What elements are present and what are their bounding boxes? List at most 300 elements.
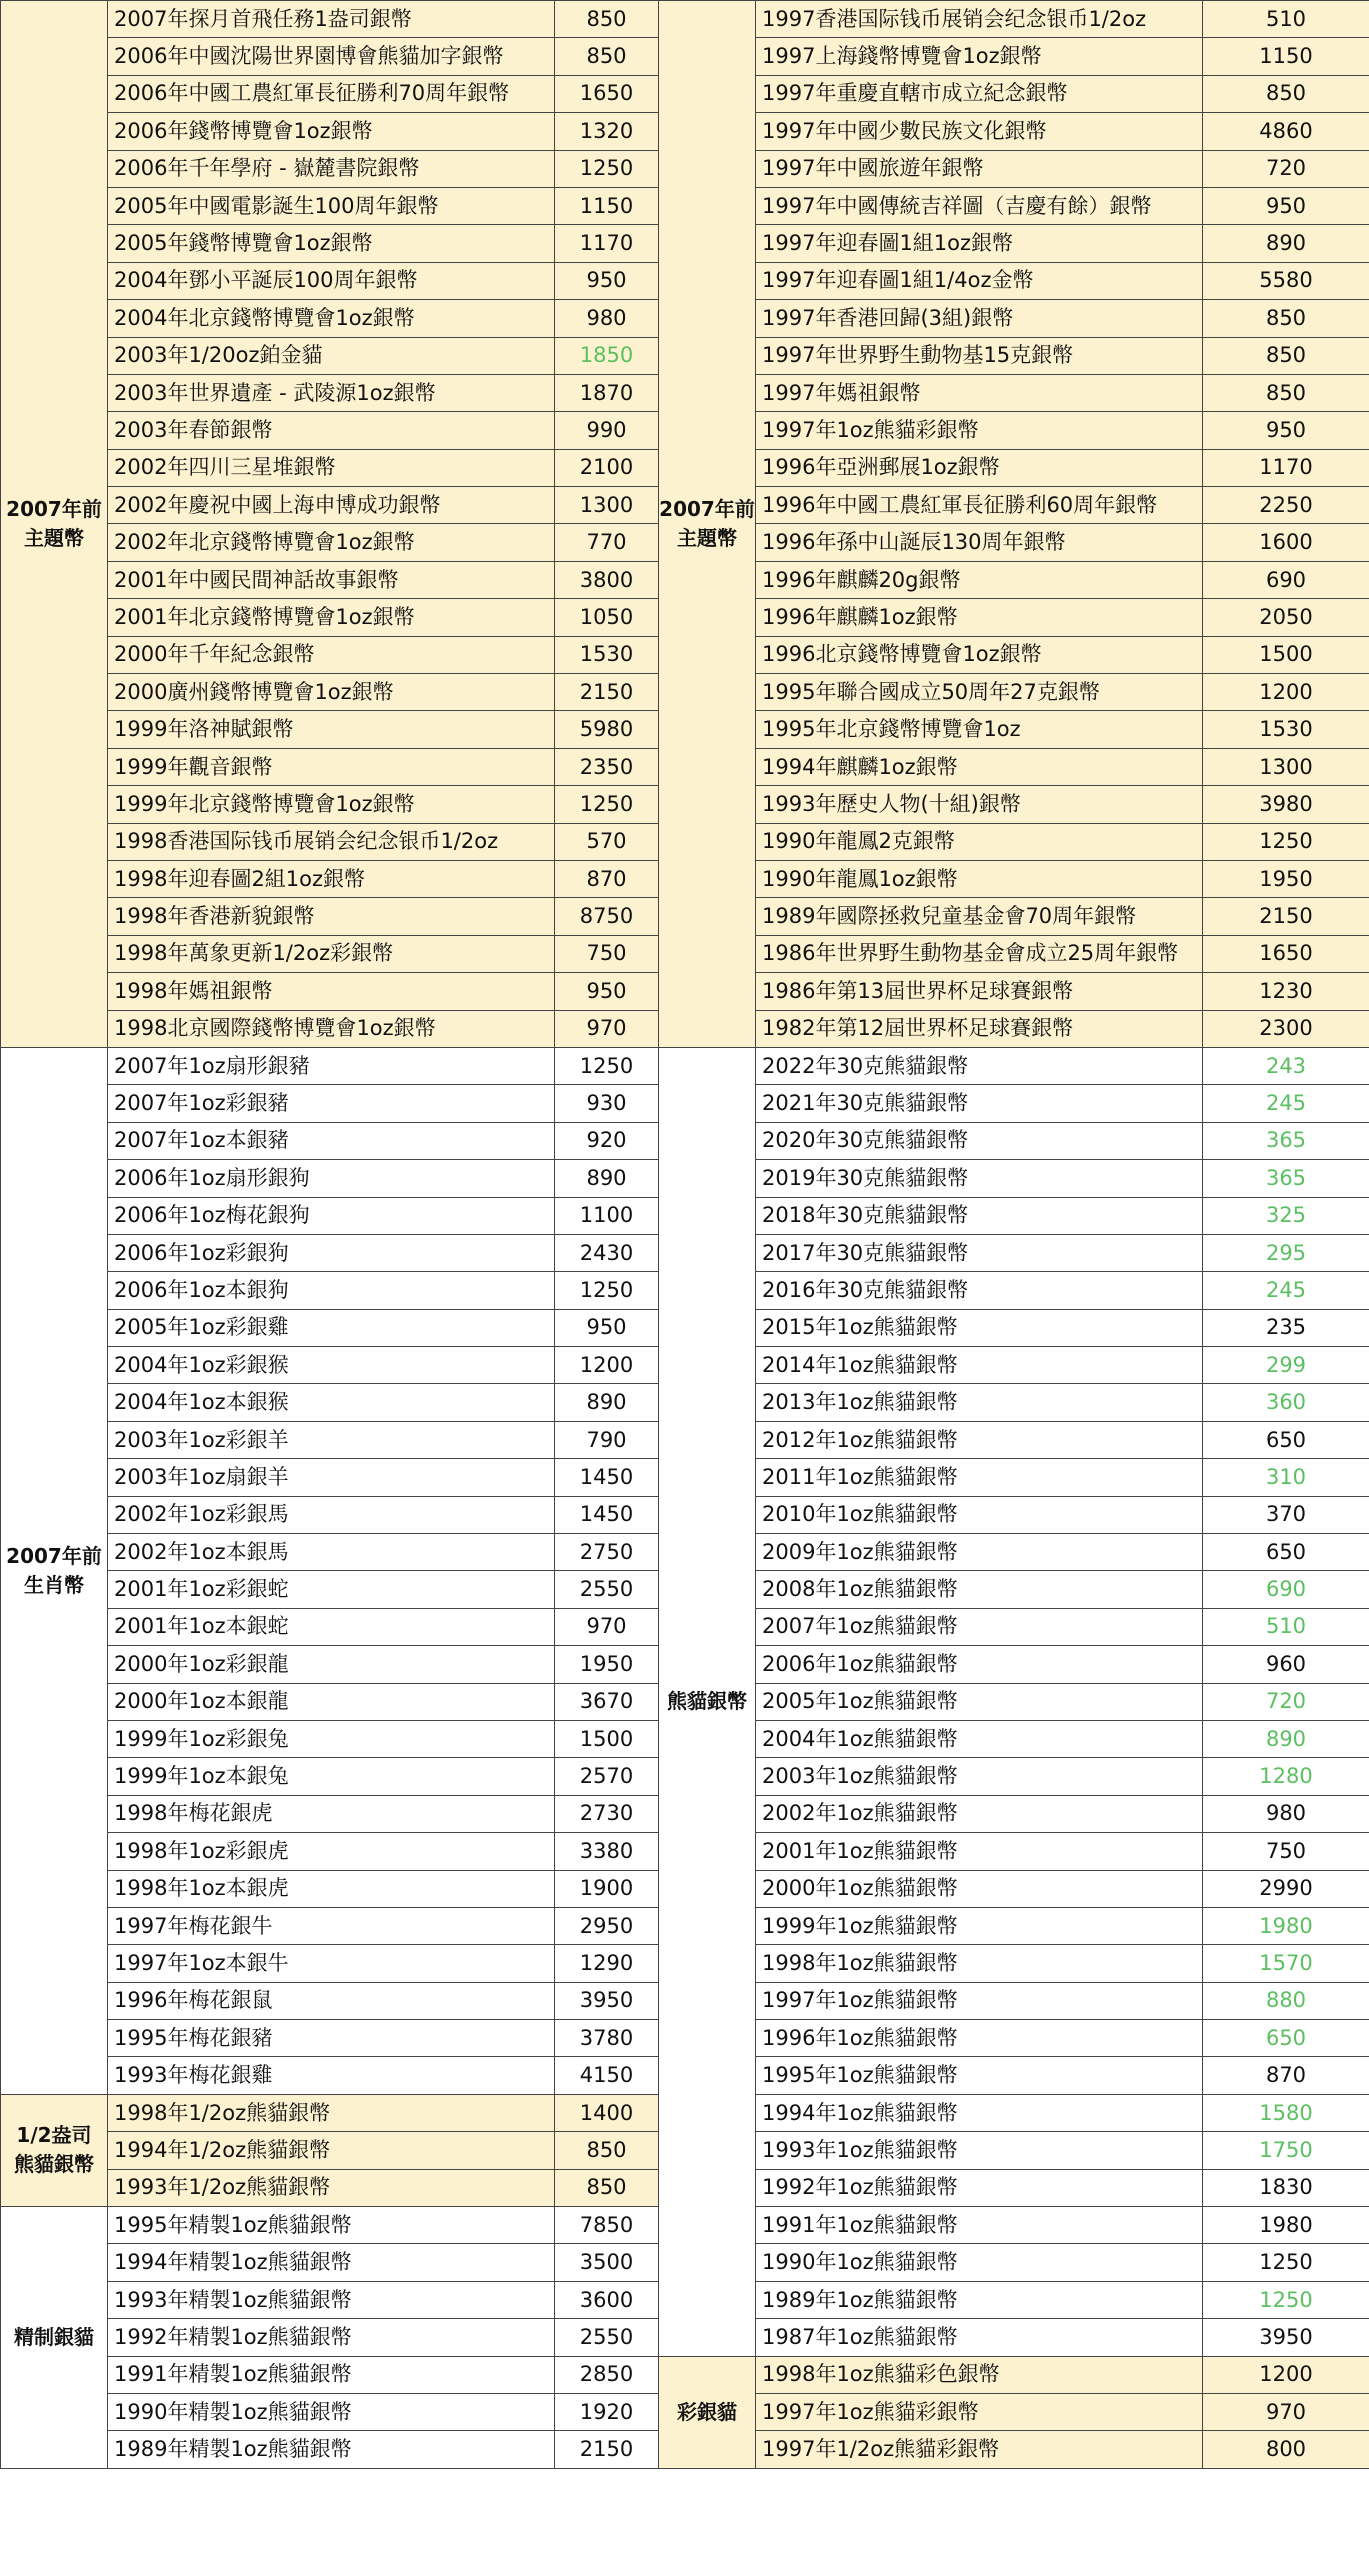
coin-price: 1200 xyxy=(555,1347,659,1384)
coin-name: 2003年1oz扇銀羊 xyxy=(108,1459,555,1496)
coin-name: 1982年第12屆世界杯足球賽銀幣 xyxy=(756,1010,1203,1047)
coin-price: 950 xyxy=(555,1309,659,1346)
coin-price: 3500 xyxy=(555,2244,659,2281)
coin-price: 2550 xyxy=(555,2319,659,2356)
coin-price: 1530 xyxy=(555,636,659,673)
coin-name: 2012年1oz熊貓銀幣 xyxy=(756,1421,1203,1458)
table-row xyxy=(1,2207,659,2244)
coin-name: 1996年麒麟20g銀幣 xyxy=(756,561,1203,598)
coin-price: 800 xyxy=(1203,2431,1369,2468)
coin-name: 2021年30克熊貓銀幣 xyxy=(756,1085,1203,1122)
coin-name: 1993年梅花銀雞 xyxy=(108,2057,555,2094)
table-row xyxy=(659,2394,1369,2431)
coin-price: 3950 xyxy=(1203,2319,1369,2356)
coin-price: 4150 xyxy=(555,2057,659,2094)
coin-name: 1999年1oz本銀兔 xyxy=(108,1758,555,1795)
coin-name: 1994年麒麟1oz銀幣 xyxy=(756,748,1203,785)
coin-price: 650 xyxy=(1203,1534,1369,1571)
coin-name: 1998年迎春圖2組1oz銀幣 xyxy=(108,860,555,897)
table-row xyxy=(659,674,1369,711)
table-row xyxy=(659,2169,1369,2206)
coin-price: 3950 xyxy=(555,1982,659,2019)
coin-name: 1997年1oz熊貓銀幣 xyxy=(756,1982,1203,2019)
coin-name: 2003年1/20oz鉑金貓 xyxy=(108,337,555,374)
table-row xyxy=(659,225,1369,262)
coin-name: 1994年精製1oz熊貓銀幣 xyxy=(108,2244,555,2281)
coin-name: 1997年中國傳統吉祥圖（吉慶有餘）銀幣 xyxy=(756,187,1203,224)
table-row xyxy=(659,2319,1369,2356)
coin-name: 2000年千年紀念銀幣 xyxy=(108,636,555,673)
coin-name: 1997上海錢幣博覽會1oz銀幣 xyxy=(756,38,1203,75)
coin-name: 2000年1oz本銀龍 xyxy=(108,1683,555,1720)
coin-name: 1997年1oz本銀牛 xyxy=(108,1945,555,1982)
coin-price: 3380 xyxy=(555,1833,659,1870)
table-row xyxy=(659,1982,1369,2019)
coin-name: 1991年1oz熊貓銀幣 xyxy=(756,2207,1203,2244)
coin-price: 980 xyxy=(1203,1795,1369,1832)
coin-price: 950 xyxy=(555,262,659,299)
table-row xyxy=(659,2020,1369,2057)
coin-name: 1995年北京錢幣博覽會1oz xyxy=(756,711,1203,748)
table-row xyxy=(659,973,1369,1010)
coin-price: 245 xyxy=(1203,1272,1369,1309)
table-row xyxy=(659,412,1369,449)
coin-name: 1989年精製1oz熊貓銀幣 xyxy=(108,2431,555,2468)
coin-name: 2015年1oz熊貓銀幣 xyxy=(756,1309,1203,1346)
coin-name: 2003年世界遺產 - 武陵源1oz銀幣 xyxy=(108,374,555,411)
category-label: 1/2盎司 熊貓銀幣 xyxy=(1,2094,108,2206)
coin-price: 1920 xyxy=(555,2394,659,2431)
coin-name: 1996年孫中山誕辰130周年銀幣 xyxy=(756,524,1203,561)
coin-name: 1998年1oz彩銀虎 xyxy=(108,1833,555,1870)
coin-price: 890 xyxy=(1203,1720,1369,1757)
table-row xyxy=(659,1160,1369,1197)
coin-name: 1999年北京錢幣博覽會1oz銀幣 xyxy=(108,786,555,823)
coin-name: 1997年1oz熊貓彩銀幣 xyxy=(756,2394,1203,2431)
coin-name: 2013年1oz熊貓銀幣 xyxy=(756,1384,1203,1421)
coin-price: 4860 xyxy=(1203,113,1369,150)
table-row xyxy=(659,1646,1369,1683)
coin-price: 570 xyxy=(555,823,659,860)
coin-price: 850 xyxy=(1203,374,1369,411)
category-label: 熊貓銀幣 xyxy=(659,1047,756,2356)
coin-price: 1200 xyxy=(1203,674,1369,711)
coin-price: 3670 xyxy=(555,1683,659,1720)
table-row xyxy=(659,337,1369,374)
coin-name: 1995年1oz熊貓銀幣 xyxy=(756,2057,1203,2094)
coin-price: 1250 xyxy=(1203,823,1369,860)
table-row xyxy=(659,449,1369,486)
coin-price: 1750 xyxy=(1203,2132,1369,2169)
coin-name: 2002年1oz熊貓銀幣 xyxy=(756,1795,1203,1832)
table-row xyxy=(659,1234,1369,1271)
coin-name: 1998年梅花銀虎 xyxy=(108,1795,555,1832)
table-row xyxy=(659,262,1369,299)
coin-name: 2004年1oz熊貓銀幣 xyxy=(756,1720,1203,1757)
coin-name: 1990年龍鳳1oz銀幣 xyxy=(756,860,1203,897)
coin-price: 1300 xyxy=(1203,748,1369,785)
coin-price: 850 xyxy=(1203,75,1369,112)
table-row xyxy=(659,1608,1369,1645)
coin-name: 1993年精製1oz熊貓銀幣 xyxy=(108,2281,555,2318)
coin-price: 325 xyxy=(1203,1197,1369,1234)
coin-name: 2001年中國民間神話故事銀幣 xyxy=(108,561,555,598)
coin-price: 360 xyxy=(1203,1384,1369,1421)
coin-name: 2002年1oz彩銀馬 xyxy=(108,1496,555,1533)
coin-name: 1999年觀音銀幣 xyxy=(108,748,555,785)
table-row xyxy=(659,2094,1369,2131)
coin-price: 1580 xyxy=(1203,2094,1369,2131)
coin-price: 8750 xyxy=(555,898,659,935)
table-row xyxy=(659,786,1369,823)
coin-name: 1999年1oz熊貓銀幣 xyxy=(756,1907,1203,1944)
coin-price: 1320 xyxy=(555,113,659,150)
coin-price: 1170 xyxy=(1203,449,1369,486)
coin-name: 2006年錢幣博覽會1oz銀幣 xyxy=(108,113,555,150)
table-row xyxy=(659,1347,1369,1384)
coin-name: 1990年精製1oz熊貓銀幣 xyxy=(108,2394,555,2431)
coin-name: 1997年香港回歸(3組)銀幣 xyxy=(756,300,1203,337)
coin-price: 890 xyxy=(1203,225,1369,262)
table-row xyxy=(659,1421,1369,1458)
coin-price: 365 xyxy=(1203,1160,1369,1197)
table-row xyxy=(659,113,1369,150)
coin-price: 2550 xyxy=(555,1571,659,1608)
coin-name: 2001年北京錢幣博覽會1oz銀幣 xyxy=(108,599,555,636)
coin-price: 510 xyxy=(1203,1608,1369,1645)
coin-name: 1998年1oz本銀虎 xyxy=(108,1870,555,1907)
table-row xyxy=(659,2132,1369,2169)
coin-price: 720 xyxy=(1203,150,1369,187)
coin-name: 2006年1oz彩銀狗 xyxy=(108,1234,555,1271)
coin-name: 2007年1oz扇形銀豬 xyxy=(108,1047,555,1084)
coin-price: 750 xyxy=(555,935,659,972)
coin-price: 870 xyxy=(1203,2057,1369,2094)
table-row xyxy=(659,1720,1369,1757)
coin-name: 2005年1oz熊貓銀幣 xyxy=(756,1683,1203,1720)
coin-price: 1980 xyxy=(1203,1907,1369,1944)
coin-name: 2005年1oz彩銀雞 xyxy=(108,1309,555,1346)
table-row xyxy=(1,1047,659,1084)
coin-name: 2002年慶祝中國上海申博成功銀幣 xyxy=(108,487,555,524)
coin-price: 2750 xyxy=(555,1534,659,1571)
coin-price: 650 xyxy=(1203,1421,1369,1458)
coin-price: 850 xyxy=(555,2169,659,2206)
table-row xyxy=(659,187,1369,224)
coin-price: 720 xyxy=(1203,1683,1369,1720)
coin-name: 2006年1oz熊貓銀幣 xyxy=(756,1646,1203,1683)
table-row xyxy=(659,561,1369,598)
table-row xyxy=(659,2244,1369,2281)
coin-price: 690 xyxy=(1203,1571,1369,1608)
table-row xyxy=(659,1122,1369,1159)
coin-name: 2006年1oz扇形銀狗 xyxy=(108,1160,555,1197)
coin-price: 980 xyxy=(555,300,659,337)
coin-name: 2014年1oz熊貓銀幣 xyxy=(756,1347,1203,1384)
coin-name: 1996年亞洲郵展1oz銀幣 xyxy=(756,449,1203,486)
coin-name: 2005年中國電影誕生100周年銀幣 xyxy=(108,187,555,224)
table-row xyxy=(659,748,1369,785)
coin-name: 2000年1oz熊貓銀幣 xyxy=(756,1870,1203,1907)
table-row xyxy=(659,1683,1369,1720)
coin-name: 2008年1oz熊貓銀幣 xyxy=(756,1571,1203,1608)
coin-price: 295 xyxy=(1203,1234,1369,1271)
coin-price: 245 xyxy=(1203,1085,1369,1122)
coin-price: 750 xyxy=(1203,1833,1369,1870)
coin-name: 1996年中國工農紅軍長征勝利60周年銀幣 xyxy=(756,487,1203,524)
coin-name: 1996年1oz熊貓銀幣 xyxy=(756,2020,1203,2057)
coin-name: 1997年中國少數民族文化銀幣 xyxy=(756,113,1203,150)
coin-name: 1991年精製1oz熊貓銀幣 xyxy=(108,2356,555,2393)
coin-name: 1998年1oz熊貓彩色銀幣 xyxy=(756,2356,1203,2393)
coin-price: 1100 xyxy=(555,1197,659,1234)
coin-name: 2001年1oz本銀蛇 xyxy=(108,1608,555,1645)
coin-price: 950 xyxy=(1203,187,1369,224)
category-label: 2007年前 主題幣 xyxy=(1,1,108,1048)
category-label: 精制銀貓 xyxy=(1,2207,108,2469)
coin-price: 950 xyxy=(555,973,659,1010)
coin-name: 1992年精製1oz熊貓銀幣 xyxy=(108,2319,555,2356)
table-row xyxy=(659,2057,1369,2094)
coin-name: 2006年1oz本銀狗 xyxy=(108,1272,555,1309)
coin-name: 1999年1oz彩銀兔 xyxy=(108,1720,555,1757)
coin-price: 650 xyxy=(1203,2020,1369,2057)
coin-name: 1986年世界野生動物基金會成立25周年銀幣 xyxy=(756,935,1203,972)
coin-name: 2000年1oz彩銀龍 xyxy=(108,1646,555,1683)
category-label: 2007年前 生肖幣 xyxy=(1,1047,108,2094)
coin-name: 1997年梅花銀牛 xyxy=(108,1907,555,1944)
coin-price: 1450 xyxy=(555,1496,659,1533)
coin-name: 2007年探月首飛任務1盎司銀幣 xyxy=(108,1,555,38)
coin-name: 2007年1oz熊貓銀幣 xyxy=(756,1608,1203,1645)
table-row xyxy=(659,75,1369,112)
coin-name: 1997年1oz熊貓彩銀幣 xyxy=(756,412,1203,449)
table-row xyxy=(659,2281,1369,2318)
coin-name: 1997香港国际钱币展销会纪念银币1/2oz xyxy=(756,1,1203,38)
coin-price: 1250 xyxy=(555,1272,659,1309)
coin-price: 243 xyxy=(1203,1047,1369,1084)
coin-name: 1998年香港新貌銀幣 xyxy=(108,898,555,935)
coin-name: 1987年1oz熊貓銀幣 xyxy=(756,2319,1203,2356)
coin-price: 1280 xyxy=(1203,1758,1369,1795)
coin-price: 1980 xyxy=(1203,2207,1369,2244)
coin-name: 1995年精製1oz熊貓銀幣 xyxy=(108,2207,555,2244)
coin-name: 1986年第13屆世界杯足球賽銀幣 xyxy=(756,973,1203,1010)
coin-name: 2020年30克熊貓銀幣 xyxy=(756,1122,1203,1159)
coin-price: 3600 xyxy=(555,2281,659,2318)
coin-name: 2010年1oz熊貓銀幣 xyxy=(756,1496,1203,1533)
table-row xyxy=(659,1047,1369,1084)
table-row xyxy=(659,1,1369,38)
table-row xyxy=(659,1010,1369,1047)
coin-price: 1250 xyxy=(555,150,659,187)
coin-price: 1950 xyxy=(555,1646,659,1683)
table-row xyxy=(659,1085,1369,1122)
coin-price: 970 xyxy=(1203,2394,1369,2431)
coin-price: 890 xyxy=(555,1384,659,1421)
table-row xyxy=(659,1384,1369,1421)
coin-price: 1500 xyxy=(1203,636,1369,673)
coin-price: 370 xyxy=(1203,1496,1369,1533)
table-row xyxy=(659,150,1369,187)
coin-price: 1250 xyxy=(1203,2244,1369,2281)
coin-name: 2011年1oz熊貓銀幣 xyxy=(756,1459,1203,1496)
coin-name: 2006年中國沈陽世界園博會熊貓加字銀幣 xyxy=(108,38,555,75)
coin-name: 1998北京國際錢幣博覽會1oz銀幣 xyxy=(108,1010,555,1047)
coin-name: 1997年中國旅遊年銀幣 xyxy=(756,150,1203,187)
table-row xyxy=(659,1833,1369,1870)
table-row xyxy=(659,823,1369,860)
table-row xyxy=(659,1945,1369,1982)
coin-price: 235 xyxy=(1203,1309,1369,1346)
coin-name: 2000廣州錢幣博覽會1oz銀幣 xyxy=(108,674,555,711)
coin-price: 299 xyxy=(1203,1347,1369,1384)
coin-name: 1998年1/2oz熊貓銀幣 xyxy=(108,2094,555,2131)
table-row xyxy=(659,636,1369,673)
coin-name: 2006年中國工農紅軍長征勝利70周年銀幣 xyxy=(108,75,555,112)
coin-price: 1300 xyxy=(555,487,659,524)
coin-price: 1250 xyxy=(1203,2281,1369,2318)
coin-name: 2003年春節銀幣 xyxy=(108,412,555,449)
coin-price: 7850 xyxy=(555,2207,659,2244)
table-row xyxy=(659,860,1369,897)
coin-name: 2019年30克熊貓銀幣 xyxy=(756,1160,1203,1197)
coin-name: 2007年1oz彩銀豬 xyxy=(108,1085,555,1122)
coin-price: 1200 xyxy=(1203,2356,1369,2393)
table-row xyxy=(659,487,1369,524)
coin-name: 1995年梅花銀豬 xyxy=(108,2020,555,2057)
coin-price: 2100 xyxy=(555,449,659,486)
coin-price: 2150 xyxy=(1203,898,1369,935)
coin-price: 2150 xyxy=(555,674,659,711)
coin-price: 1250 xyxy=(555,1047,659,1084)
coin-price: 1450 xyxy=(555,1459,659,1496)
coin-name: 1996北京錢幣博覽會1oz銀幣 xyxy=(756,636,1203,673)
coin-price: 790 xyxy=(555,1421,659,1458)
coin-name: 1989年1oz熊貓銀幣 xyxy=(756,2281,1203,2318)
table-row xyxy=(659,599,1369,636)
table-row xyxy=(659,374,1369,411)
table-row xyxy=(659,1571,1369,1608)
coin-name: 1998年萬象更新1/2oz彩銀幣 xyxy=(108,935,555,972)
coin-name: 2004年鄧小平誕辰100周年銀幣 xyxy=(108,262,555,299)
coin-price: 510 xyxy=(1203,1,1369,38)
coin-price: 1650 xyxy=(555,75,659,112)
table-row xyxy=(659,524,1369,561)
coin-name: 1996年梅花銀鼠 xyxy=(108,1982,555,2019)
coin-name: 2002年1oz本銀馬 xyxy=(108,1534,555,1571)
table-row xyxy=(659,2431,1369,2468)
coin-price: 2730 xyxy=(555,1795,659,1832)
coin-name: 1993年1/2oz熊貓銀幣 xyxy=(108,2169,555,2206)
coin-name: 2004年北京錢幣博覽會1oz銀幣 xyxy=(108,300,555,337)
coin-name: 1994年1/2oz熊貓銀幣 xyxy=(108,2132,555,2169)
coin-price: 880 xyxy=(1203,1982,1369,2019)
coin-price: 310 xyxy=(1203,1459,1369,1496)
coin-name: 2002年四川三星堆銀幣 xyxy=(108,449,555,486)
coin-name: 2009年1oz熊貓銀幣 xyxy=(756,1534,1203,1571)
table-row xyxy=(659,1496,1369,1533)
coin-price: 1830 xyxy=(1203,2169,1369,2206)
coin-name: 2002年北京錢幣博覽會1oz銀幣 xyxy=(108,524,555,561)
coin-price: 970 xyxy=(555,1010,659,1047)
coin-price: 2250 xyxy=(1203,487,1369,524)
coin-name: 2001年1oz熊貓銀幣 xyxy=(756,1833,1203,1870)
coin-price: 850 xyxy=(555,2132,659,2169)
coin-price: 3780 xyxy=(555,2020,659,2057)
coin-price: 2950 xyxy=(555,1907,659,1944)
coin-price: 1900 xyxy=(555,1870,659,1907)
coin-price: 1400 xyxy=(555,2094,659,2131)
coin-price: 850 xyxy=(555,38,659,75)
table-row xyxy=(659,1534,1369,1571)
coin-price: 960 xyxy=(1203,1646,1369,1683)
coin-name: 2001年1oz彩銀蛇 xyxy=(108,1571,555,1608)
coin-price: 1650 xyxy=(1203,935,1369,972)
coin-price: 690 xyxy=(1203,561,1369,598)
category-label: 2007年前 主題幣 xyxy=(659,1,756,1048)
right-price-table xyxy=(658,0,1369,2469)
table-row xyxy=(659,38,1369,75)
coin-name: 2005年錢幣博覽會1oz銀幣 xyxy=(108,225,555,262)
coin-name: 1997年媽祖銀幣 xyxy=(756,374,1203,411)
table-row xyxy=(659,1459,1369,1496)
coin-name: 1996年麒麟1oz銀幣 xyxy=(756,599,1203,636)
coin-name: 1995年聯合國成立50周年27克銀幣 xyxy=(756,674,1203,711)
coin-price: 890 xyxy=(555,1160,659,1197)
coin-price: 920 xyxy=(555,1122,659,1159)
table-row xyxy=(1,1,659,38)
coin-price: 1050 xyxy=(555,599,659,636)
coin-name: 1997年世界野生動物基15克銀幣 xyxy=(756,337,1203,374)
table-row xyxy=(659,898,1369,935)
coin-name: 2016年30克熊貓銀幣 xyxy=(756,1272,1203,1309)
coin-name: 1999年洛神賦銀幣 xyxy=(108,711,555,748)
table-row xyxy=(659,1272,1369,1309)
coin-price: 1850 xyxy=(555,337,659,374)
coin-name: 2006年1oz梅花銀狗 xyxy=(108,1197,555,1234)
coin-name: 2003年1oz彩銀羊 xyxy=(108,1421,555,1458)
coin-name: 1990年1oz熊貓銀幣 xyxy=(756,2244,1203,2281)
coin-name: 1994年1oz熊貓銀幣 xyxy=(756,2094,1203,2131)
table-row xyxy=(1,2094,659,2131)
table-row xyxy=(659,1309,1369,1346)
coin-name: 2006年千年學府 - 嶽麓書院銀幣 xyxy=(108,150,555,187)
table-row xyxy=(659,1907,1369,1944)
coin-price: 2050 xyxy=(1203,599,1369,636)
coin-price: 1570 xyxy=(1203,1945,1369,1982)
coin-price: 2300 xyxy=(1203,1010,1369,1047)
coin-name: 1993年1oz熊貓銀幣 xyxy=(756,2132,1203,2169)
coin-name: 1997年迎春圖1組1/4oz金幣 xyxy=(756,262,1203,299)
coin-name: 1992年1oz熊貓銀幣 xyxy=(756,2169,1203,2206)
coin-name: 1997年重慶直轄市成立紀念銀幣 xyxy=(756,75,1203,112)
left-price-table xyxy=(0,0,659,2469)
coin-name: 2003年1oz熊貓銀幣 xyxy=(756,1758,1203,1795)
coin-price: 1500 xyxy=(555,1720,659,1757)
coin-price: 1150 xyxy=(1203,38,1369,75)
coin-name: 1990年龍鳳2克銀幣 xyxy=(756,823,1203,860)
coin-name: 1998年媽祖銀幣 xyxy=(108,973,555,1010)
table-row xyxy=(659,2356,1369,2393)
coin-price: 930 xyxy=(555,1085,659,1122)
coin-price: 850 xyxy=(1203,300,1369,337)
coin-price: 970 xyxy=(555,1608,659,1645)
coin-name: 1989年國際拯救兒童基金會70周年銀幣 xyxy=(756,898,1203,935)
table-row xyxy=(659,1870,1369,1907)
coin-price: 2350 xyxy=(555,748,659,785)
coin-price: 1600 xyxy=(1203,524,1369,561)
